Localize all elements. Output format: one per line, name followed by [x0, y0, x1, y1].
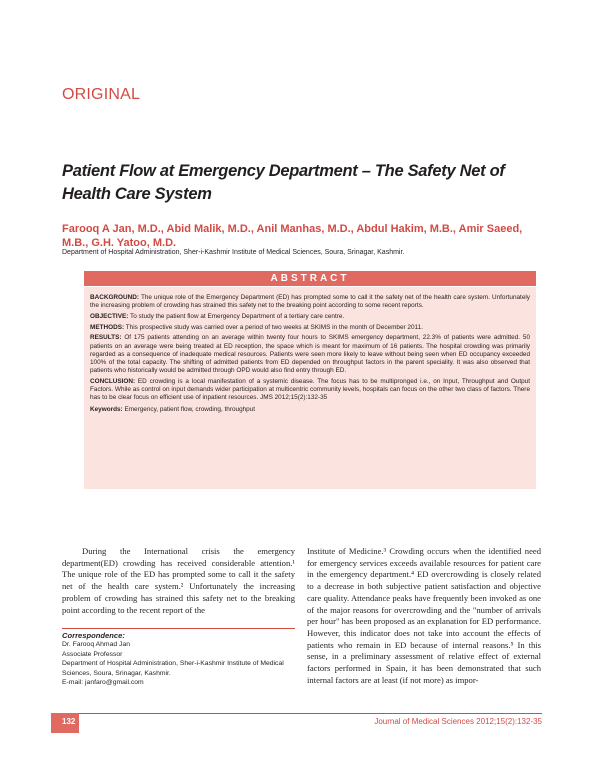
correspondence-position: Associate Professor: [62, 650, 123, 658]
citation: JMS 2012;15(2):132-35: [260, 394, 328, 402]
abstract-results: RESULTS: Of 175 patients attending on an average within twenty four hours to SKIMS emergency department, 22.3% of patients were admitted. 50 patients on an average were being treated at ED reception, the space which is meant for maximum of 16 patients. The hospital crowding was primarily regarded as a consequence of inadequate medical resources. Patients were seen more likely to leave without being seen when ED occupancy exceeded 100% of the total capacity. The shifting of admitted patients from ED depended on throughput factors in the parent speciality. It was also observed that patients who historically would be admitted through OPD would also find entry through ED.: [90, 334, 530, 375]
footer-divider: [62, 713, 542, 714]
abstract-conclusion: CONCLUSION: ED crowding is a local manifestation of a systemic disease. The focus has to be multipronged i.e., on Input, Throughput and Output Factors. While as control on input demands wider participation at multicentric community levels, hospitals can focus on the other two class of factors. There has to be clear focus on efficient use of inpatient resources. JMS 2012;15(2):132-35: [90, 377, 531, 402]
body-column-1: During the International crisis the emergency department(ED) crowding has received considerable attention.¹ The unique role of the ED has prompted some to call it the safety net of the health care system.² Unfortunately the increasing problem of crowding has strained this safety net to the breaking point according to the recent report of the: [62, 546, 295, 615]
correspondence-email[interactable]: E-mail: janfaro@gmail.com: [62, 679, 144, 687]
body-column-2: Institute of Medicine.³ Crowding occurs when the identified need for emergency services exceeds available resources for patient care in the emergency department.⁴ ED overcrowding is closely related to a decrease in both subjective patient satisfaction and objective care quality. Attendance peaks have frequently been invoked as one of the major reasons for overcrowding and the "number of arrivals per hour" has been proposed as an explanation for ED performance. However, this indicator does not take into account the effects of patients who remain in ED because of internal reasons.⁵ In this sense, in a preliminary assessment of relative effect of external factors performed in Spain, it has been demonstrated that such internal factors are at least (if not more) as impor-: [307, 546, 541, 685]
section-label: ORIGINAL: [62, 86, 141, 103]
correspondence-address: Department of Hospital Administration, Sher-i-Kashmir Institute of Medical Sciences, Soura, Srinagar, Kashmir.: [62, 660, 284, 677]
correspondence-heading: Correspondence:: [62, 631, 125, 640]
article-title: Patient Flow at Emergency Department – The Safety Net of Health Care System: [62, 162, 505, 203]
abstract-objective: OBJECTIVE: To study the patient flow at Emergency Department of a tertiary care centre.: [90, 312, 345, 320]
keywords: Keywords: Emergency, patient flow, crowding, throughput: [90, 406, 256, 414]
abstract-header: ABSTRACT: [84, 271, 536, 286]
page-number: 132: [62, 717, 76, 726]
correspondence-block: [62, 631, 295, 687]
correspondence-divider: [62, 628, 295, 629]
footer-journal-citation: Journal of Medical Sciences 2012;15(2):132-35: [374, 717, 542, 726]
abstract-box: [84, 287, 536, 489]
affiliation: Department of Hospital Administration, Sher-i-Kashmir Institute of Medical Sciences, Soura, Srinagar, Kashmir.: [62, 249, 405, 256]
abstract-background: BACKGROUND: The unique role of the Emergency Department (ED) has prompted some to call it the safety net of the health care system. Unfortunately the increasing problem of crowding has strained this safety net to the breaking point according to some recent reports.: [90, 294, 531, 310]
abstract-methods: METHODS: This prospective study was carried over a period of two weeks at SKIMS in the month of December 2011.: [90, 323, 423, 331]
author-list: Farooq A Jan, M.D., Abid Malik, M.D., Anil Manhas, M.D., Abdul Hakim, M.B., Amir Saeed, M.B., G.H. Yatoo, M.D.: [62, 223, 523, 249]
correspondence-name: Dr. Farooq Ahmad Jan: [62, 641, 131, 649]
